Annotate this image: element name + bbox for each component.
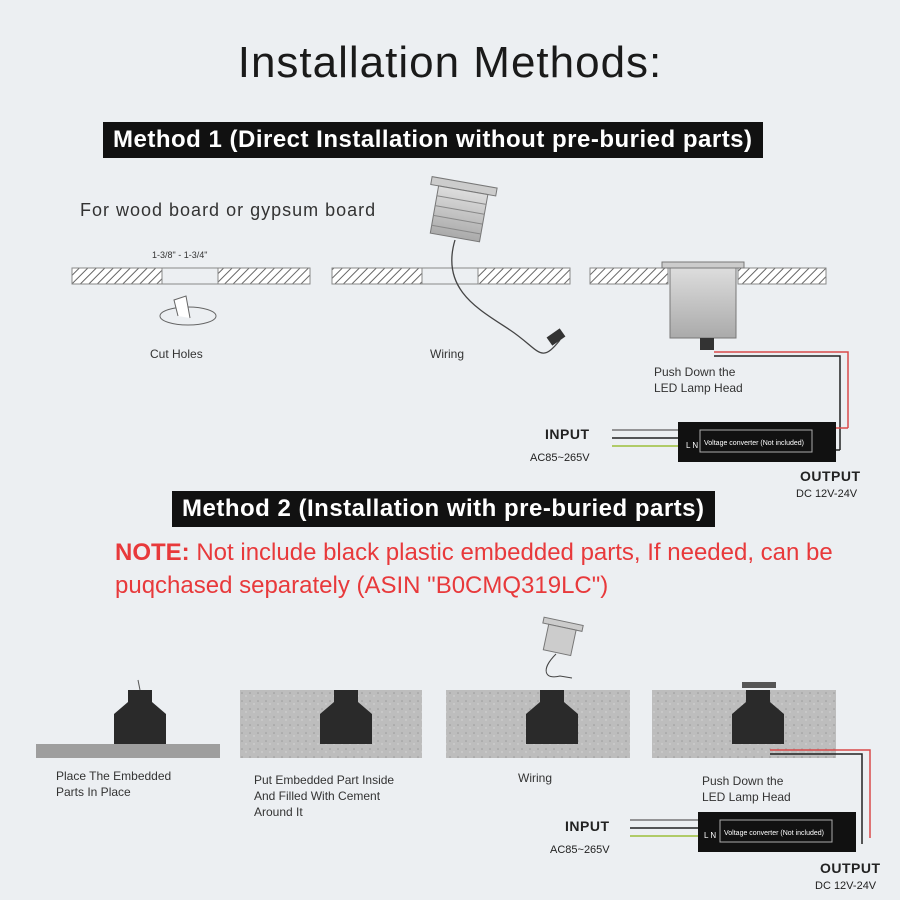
- method2-diagram: [0, 610, 900, 900]
- converter-1: [612, 422, 848, 462]
- method1-diagram: [0, 160, 900, 500]
- caption-wiring-2: Wiring: [518, 771, 553, 785]
- note-prefix: NOTE:: [115, 539, 190, 566]
- output-label-2: OUTPUT: [820, 860, 881, 876]
- converter-label-2: Voltage converter (Not included): [724, 830, 824, 837]
- step-place-embedded: [36, 680, 220, 758]
- caption-cut-holes: Cut Holes: [150, 347, 203, 361]
- step-fill-cement: [240, 690, 422, 758]
- step-wiring: [446, 617, 630, 758]
- method2-header: Method 2 (Installation with pre-buried parts): [172, 491, 715, 527]
- input-label-2: INPUT: [565, 818, 610, 834]
- caption-place-embedded: Place The Embedded Parts In Place: [56, 769, 172, 799]
- output-voltage-1: DC 12V-24V: [796, 488, 858, 500]
- input-voltage-2: AC85~265V: [550, 844, 610, 856]
- page-title: Installation Methods:: [237, 38, 663, 87]
- method1-subtitle: For wood board or gypsum board: [80, 200, 377, 220]
- caption-push-down: Push Down the LED Lamp Head: [654, 365, 743, 395]
- board-push-down: [590, 262, 848, 450]
- output-voltage-2: DC 12V-24V: [815, 880, 877, 892]
- board-wiring: [332, 177, 570, 353]
- input-label-1: INPUT: [545, 426, 590, 442]
- svg-text:L N: L N: [704, 831, 717, 840]
- board-cut-holes: [72, 250, 310, 325]
- caption-fill-cement: Put Embedded Part Inside And Filled With Cement Around It: [254, 773, 395, 819]
- note-text: Not include black plastic embedded parts, If needed, can be puqchased separately (ASIN "B0CMQ319LC"): [115, 539, 833, 599]
- converter-2: [630, 812, 856, 852]
- method1-header: Method 1 (Direct Installation without pre-buried parts): [103, 122, 763, 158]
- converter-label: Voltage converter (Not included): [704, 440, 804, 447]
- caption-push-down-2: Push Down the LED Lamp Head: [702, 774, 791, 804]
- caption-wiring-1: Wiring: [430, 347, 465, 361]
- hole-dimension: 1-3/8" - 1-3/4": [152, 250, 208, 260]
- input-voltage-1: AC85~265V: [530, 452, 590, 464]
- output-label-1: OUTPUT: [800, 468, 861, 484]
- svg-text:L N: L N: [686, 441, 699, 450]
- note: [115, 536, 875, 602]
